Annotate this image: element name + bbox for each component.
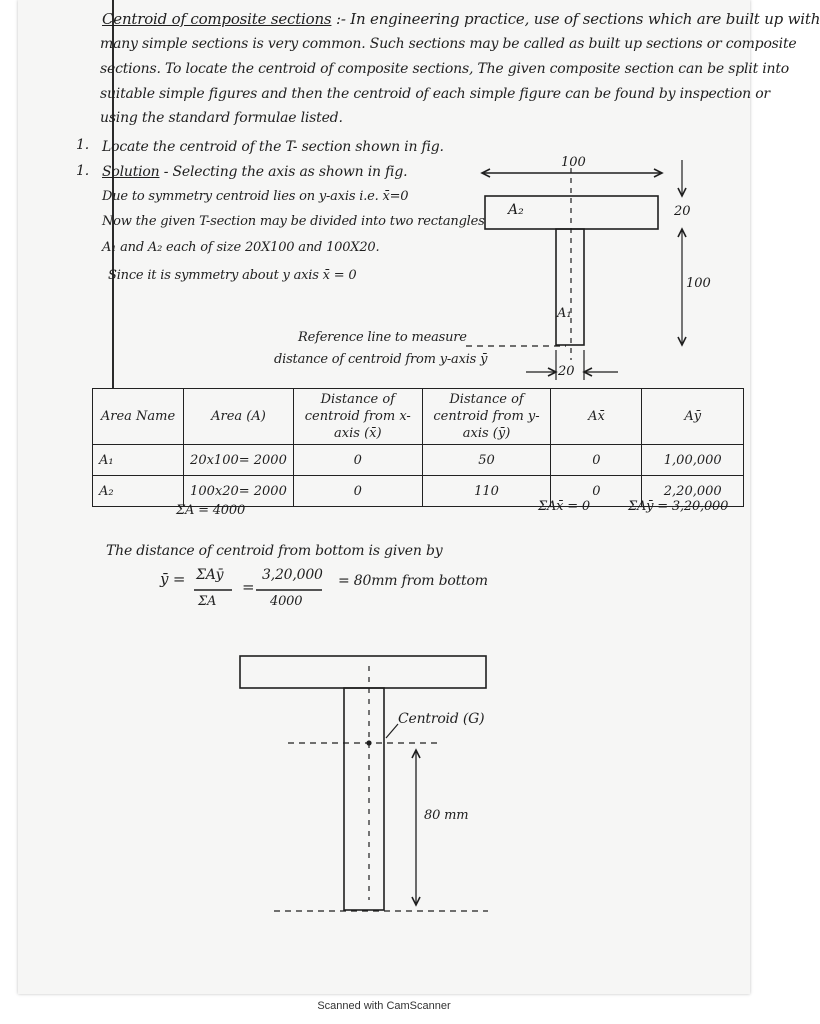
ref-line-label-1: Reference line to measure (298, 330, 467, 345)
dim-flange-label: 20 (674, 204, 691, 219)
cell-area: 20x100= 2000 (184, 445, 294, 476)
sum-ay: ΣAȳ = 3,20,000 (628, 499, 729, 514)
cell-area-name: A₂ (93, 476, 184, 507)
frac1-den: ΣA (198, 594, 217, 609)
intro-line-3: sections. To locate the centroid of composite sections, The given composite section can be split into (100, 61, 789, 77)
label-a1: A₁ (557, 306, 572, 321)
scanner-footer: Scanned with CamScanner (317, 1000, 451, 1012)
intro-line-5: using the standard formulae listed. (100, 110, 343, 126)
header-dist-x: Distance of centroid from x-axis (x̄) (293, 389, 422, 445)
frac2-num: 3,20,000 (262, 567, 323, 583)
solution-line: Solution - Selecting the axis as shown in fig. (102, 164, 408, 180)
centroid-point (366, 740, 371, 745)
result-eq: = (242, 578, 255, 596)
dim-top-label: 100 (561, 155, 586, 170)
dim-80mm-label: 80 mm (424, 808, 469, 823)
label-a2: A₂ (508, 202, 524, 218)
cell-ax: 0 (551, 445, 642, 476)
divide-line-1: Now the given T-section may be divided into two rectangles (102, 214, 485, 229)
dim-web-width-label: 20 (558, 364, 575, 379)
web-rect-2 (344, 688, 384, 910)
since-line: Since it is symmetry about y axis x̄ = 0 (108, 268, 357, 283)
result-answer: = 80mm from bottom (338, 573, 488, 589)
sum-area: ΣA = 4000 (176, 503, 246, 518)
intro-line-2: many simple sections is very common. Such sections may be called as built up sections or composite (100, 36, 797, 52)
solution-number: 1. (76, 163, 89, 179)
intro-line-1: Centroid of composite sections :- In engineering practice, use of sections which are built up with (102, 10, 820, 28)
cell-area: 100x20= 2000 (184, 476, 294, 507)
dim-web-label: 100 (686, 276, 711, 291)
header-ax: Ax̄ (551, 389, 642, 445)
result-intro: The distance of centroid from bottom is given by (106, 543, 443, 559)
header-area-name: Area Name (93, 389, 184, 445)
sum-ax: ΣAx̄ = 0 (538, 499, 590, 514)
frac1-num: ΣAȳ (196, 567, 224, 583)
cell-dist-x: 0 (293, 476, 422, 507)
cell-ay: 1,00,000 (642, 445, 744, 476)
problem-number: 1. (76, 137, 89, 153)
header-dist-y: Distance of centroid from y-axis (ȳ) (422, 389, 551, 445)
intro-line-4: suitable simple figures and then the centroid of each simple figure can be found by inspection or (100, 86, 770, 102)
header-ay: Aȳ (642, 389, 744, 445)
cell-dist-y: 50 (422, 445, 551, 476)
centroid-label: Centroid (G) (398, 711, 485, 727)
problem-statement: Locate the centroid of the T- section shown in fig. (102, 139, 444, 155)
cell-ay: 2,20,000 (642, 476, 744, 507)
ref-line-label-2: distance of centroid from y-axis ȳ (274, 352, 488, 367)
t-section-centroid-figure (18, 0, 750, 994)
frac2-den: 4000 (270, 594, 303, 609)
result-lhs: ȳ = (160, 570, 186, 588)
cell-dist-x: 0 (293, 445, 422, 476)
symmetry-line: Due to symmetry centroid lies on y-axis i.e. x̄=0 (102, 189, 409, 204)
cell-area-name: A₁ (93, 445, 184, 476)
cell-ax: 0 (551, 476, 642, 507)
flange-rect-2 (240, 656, 486, 688)
header-area: Area (A) (184, 389, 294, 445)
divide-line-2: A₁ and A₂ each of size 20X100 and 100X20. (102, 240, 380, 255)
notebook-page (18, 0, 820, 994)
cell-dist-y: 110 (422, 476, 551, 507)
